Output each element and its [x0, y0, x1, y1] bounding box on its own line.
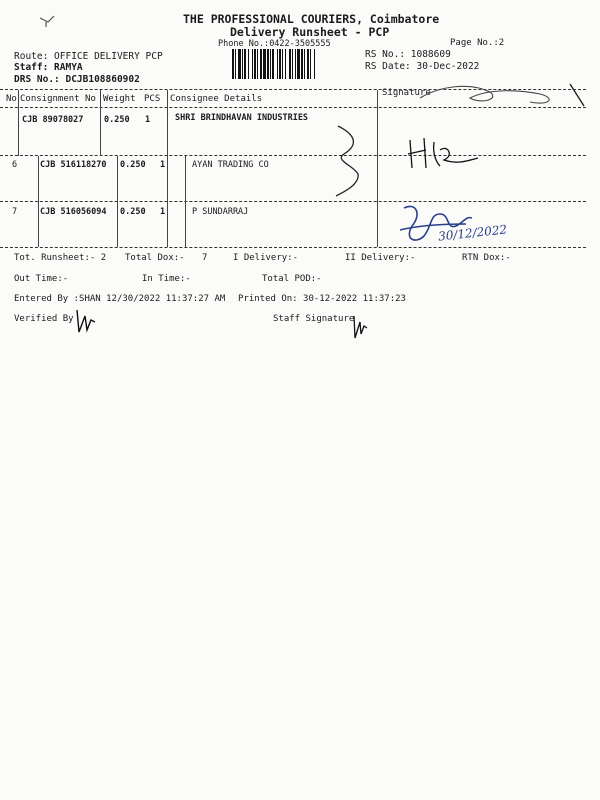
phone-line [218, 39, 331, 49]
table-bottom-rule [0, 247, 586, 248]
col-header-consignee: Consignee Details [170, 94, 263, 104]
staff-signature-label: Staff Signature [273, 314, 355, 324]
column-rule [117, 156, 118, 247]
i-delivery: I Delivery:- [233, 253, 299, 263]
col-header-pcs: PCS [144, 94, 161, 104]
column-rule [167, 90, 168, 247]
company-title: THE PROFESSIONAL COURIERS, Coimbatore [183, 12, 440, 26]
rtn-dox: RTN Dox:- [462, 253, 511, 263]
phone-number: 0422-3505555 [269, 39, 331, 49]
scribble-signature [380, 80, 590, 110]
row-pcs: 1 [160, 207, 166, 217]
column-rule [185, 156, 186, 247]
runsheet-title: Delivery Runsheet - PCP [230, 25, 390, 39]
in-time: In Time:- [142, 274, 191, 284]
total-dox-label: Total Dox:- [125, 253, 185, 263]
row-consignment: CJB 516118270 [40, 160, 107, 170]
row-divider [0, 155, 586, 156]
row-consignee: P SUNDARRAJ [192, 207, 249, 217]
ii-delivery: II Delivery:- [345, 253, 416, 263]
page-number: Page No.:2 [450, 38, 505, 48]
barcode-image [232, 49, 358, 79]
column-rule [38, 156, 39, 247]
column-rule [377, 90, 378, 247]
tot-runsheet: Tot. Runsheet:- 2 [14, 253, 107, 263]
col-header-consignment: Consignment No [20, 94, 96, 104]
rs-date: RS Date: 30-Dec-2022 [365, 61, 480, 72]
total-pod: Total POD:- [262, 274, 322, 284]
col-header-no: No [6, 94, 17, 104]
column-rule [100, 90, 101, 156]
row-consignment: CJB 516056094 [40, 207, 107, 217]
row-weight: 0.250 [104, 115, 130, 125]
drs-number: DRS No.: DCJB108860902 [14, 74, 140, 85]
handwritten-date: 30/12/2022 [437, 222, 508, 244]
printed-on: Printed On: 30-12-2022 11:37:23 [238, 294, 406, 304]
column-rule [18, 90, 19, 156]
total-dox-value: 7 [202, 253, 208, 263]
verified-signature [73, 306, 99, 336]
route-text: Route: OFFICE DELIVERY PCP [14, 51, 163, 62]
row-pcs: 1 [145, 115, 151, 125]
entered-by: Entered By :SHAN 12/30/2022 11:37:27 AM [14, 294, 226, 304]
staff-signature [350, 314, 370, 342]
row-consignee: AYAN TRADING CO [192, 160, 269, 170]
row-divider [0, 201, 586, 202]
row-no: 7 [12, 207, 18, 217]
handwritten-mark-icon [38, 14, 58, 28]
row-weight: 0.250 [120, 207, 146, 217]
row-weight: 0.250 [120, 160, 146, 170]
out-time: Out Time:- [14, 274, 69, 284]
col-header-signature: Signature [382, 88, 431, 98]
row-consignee: SHRI BRINDHAVAN INDUSTRIES [175, 113, 309, 123]
col-header-weight: Weight [103, 94, 136, 104]
phone-label: Phone No.: [218, 39, 270, 49]
staff-text: Staff: RAMYA [14, 62, 83, 73]
row-pcs: 1 [160, 160, 166, 170]
handwritten-bracket-mark [330, 120, 370, 200]
row-no: 6 [12, 160, 18, 170]
rs-number: RS No.: 1088609 [365, 49, 451, 60]
signature-row1 [404, 136, 484, 172]
row-consignment: CJB 89078027 [22, 115, 84, 125]
verified-by-label: Verified By [14, 314, 74, 324]
